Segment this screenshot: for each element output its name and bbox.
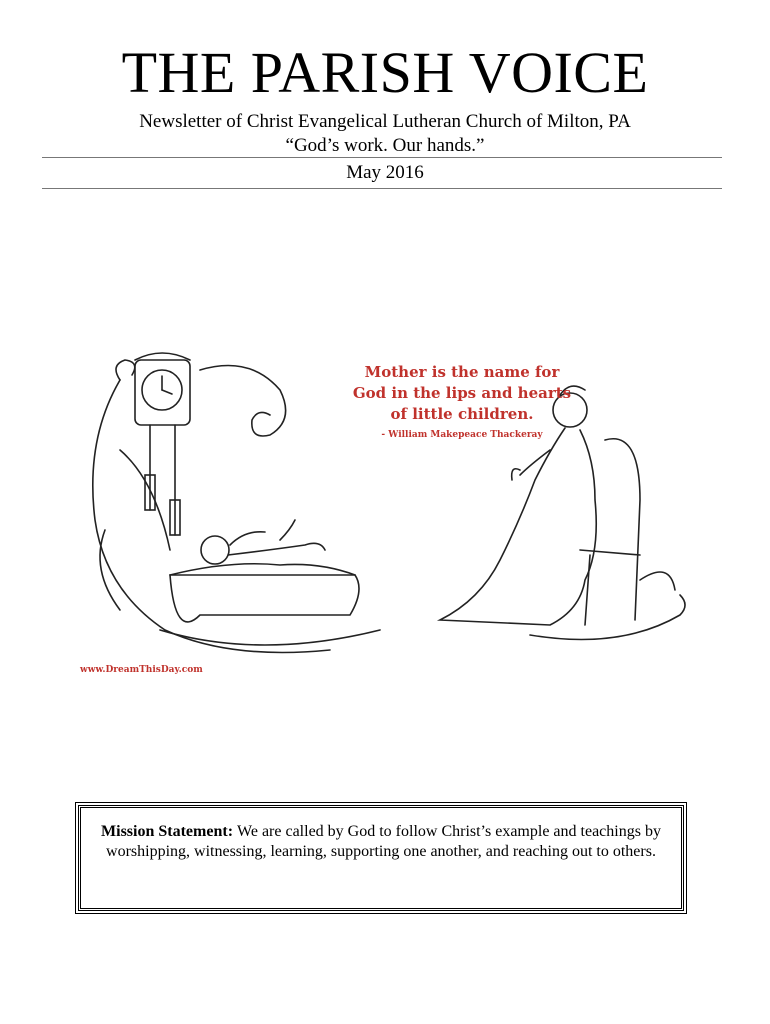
quote-line-2: God in the lips and hearts <box>352 384 572 402</box>
mission-statement-box <box>78 805 684 911</box>
newsletter-title: THE PARISH VOICE <box>121 40 649 105</box>
quote-line-3: of little children. <box>390 405 534 423</box>
quote-author: - William Makepeace Thackeray <box>381 430 543 440</box>
newsletter-subtitle: Newsletter of Christ Evangelical Lutheran Church of Milton, PA <box>139 111 631 132</box>
masthead <box>0 40 770 158</box>
top-rule <box>42 157 722 158</box>
image-credit: www.DreamThisDay.com <box>80 665 203 675</box>
mission-label: Mission Statement: <box>101 823 238 840</box>
mother-dress <box>440 428 596 625</box>
mission-body: We are called by God to follow Christ’s example and teachings by worshipping, witnessing, learning, supporting one another, and reaching out to others. <box>106 823 661 860</box>
rocking-chair <box>605 439 640 620</box>
newsletter-motto: “God’s work. Our hands.” <box>285 135 485 156</box>
quote-line-1: Mother is the name for <box>364 363 560 381</box>
issue-date: May 2016 <box>346 162 424 183</box>
cradle <box>170 575 359 622</box>
mission-statement <box>93 822 669 862</box>
bottom-rule <box>42 188 722 189</box>
quote-text <box>312 362 612 425</box>
mothers-day-illustration <box>80 350 690 685</box>
baby-head <box>201 536 229 564</box>
scroll-left <box>93 380 330 653</box>
